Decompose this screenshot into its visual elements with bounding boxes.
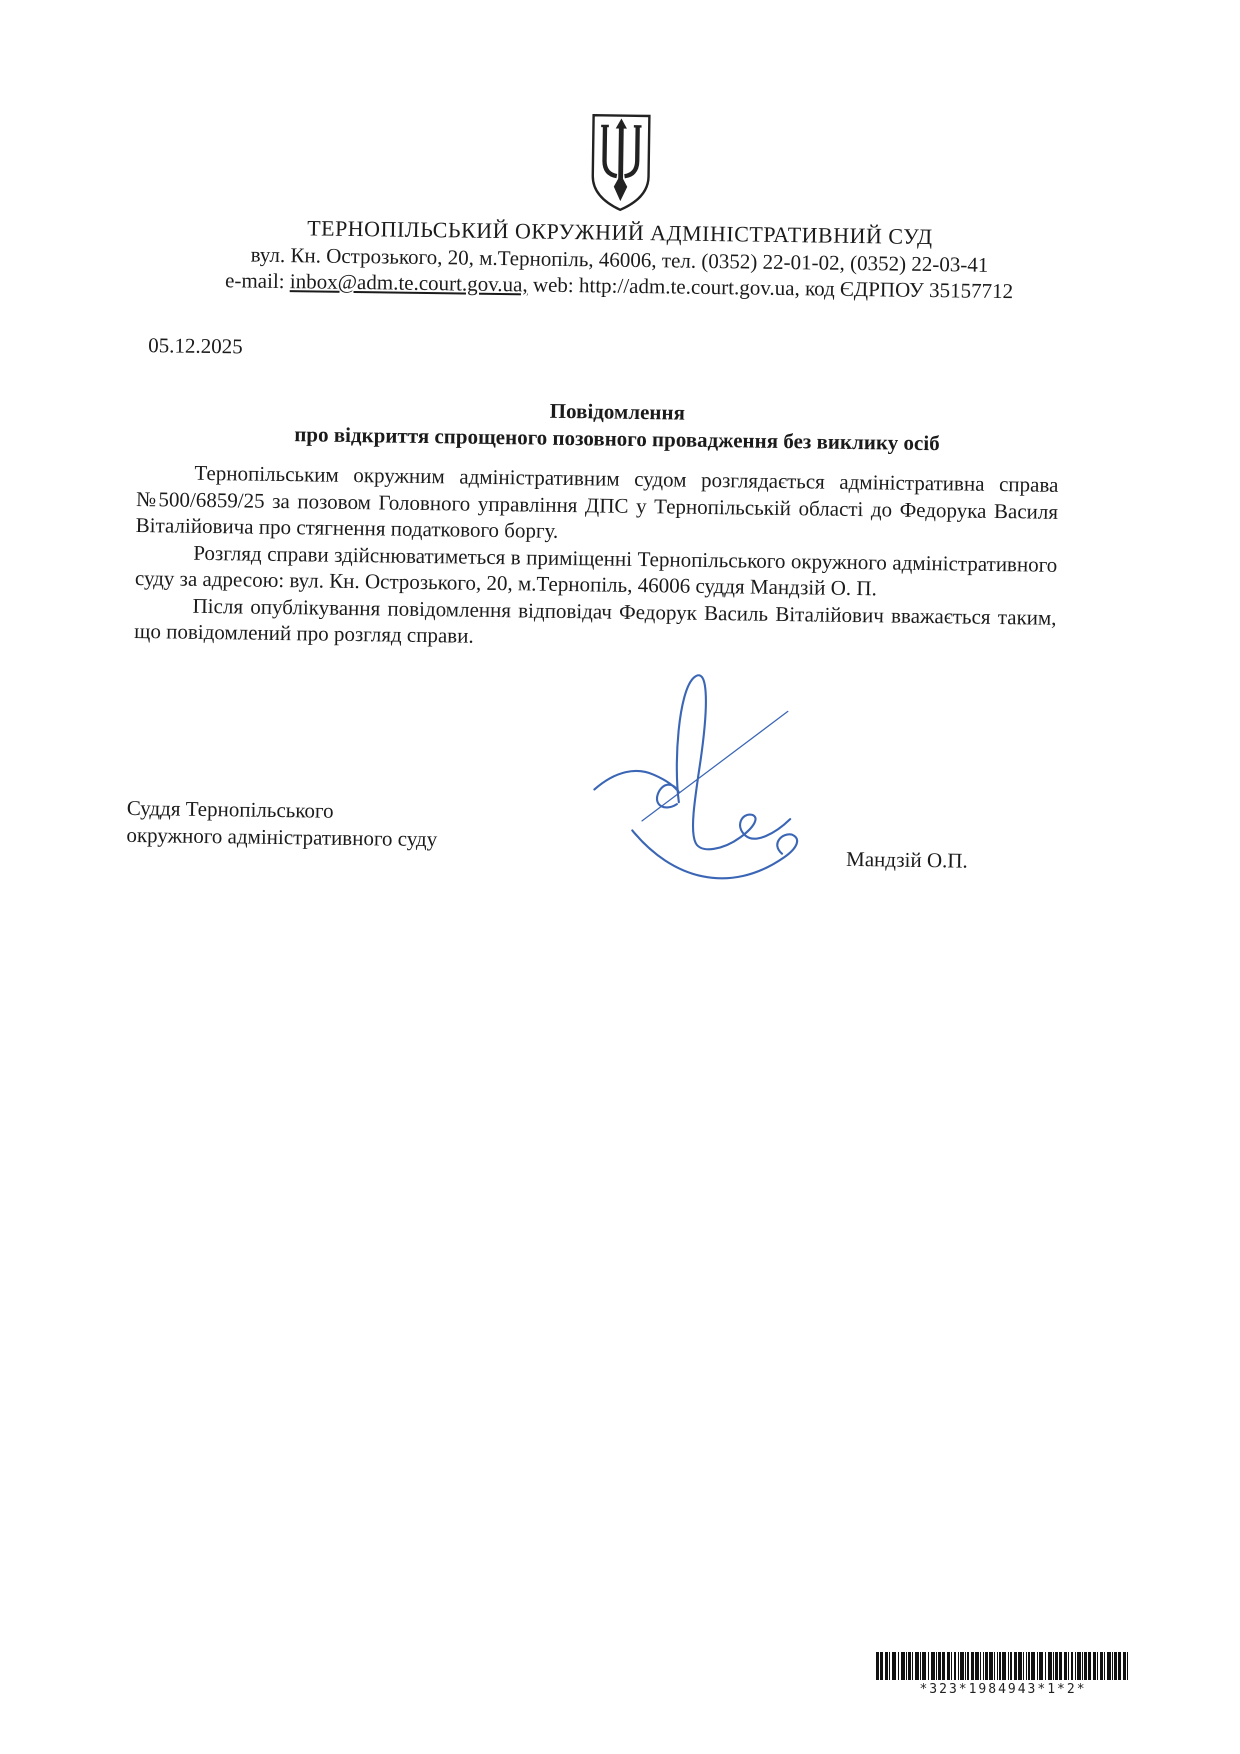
signature-block [124, 794, 1231, 989]
document-date: 05.12.2025 [148, 333, 243, 359]
barcode [845, 1652, 1161, 1680]
title-line-1: Повідомлення [549, 398, 686, 425]
barcode-block [845, 1652, 1161, 1697]
document-title [0, 390, 1237, 461]
court-name: ТЕРНОПІЛЬСЬКИЙ ОКРУЖНИЙ АДМІНІСТРАТИВНИЙ СУД [306, 215, 933, 250]
web-and-edrpou-code: web: http://adm.te.court.gov.ua, код ЄДРПОУ 35157712 [527, 272, 1014, 304]
email-address: inbox@adm.te.court.gov.ua, [289, 269, 528, 297]
judge-signature [580, 666, 823, 919]
title-line-2: про відкриття спрощеного позовного провадження без виклику осіб [294, 422, 940, 456]
barcode-caption: *323*1984943*1*2* [919, 1682, 1087, 1697]
court-address: вул. Кн. Острозького, 20, м.Тернопіль, 46006, тел. (0352) 22-01-02, (0352) 22-03-41 [250, 242, 989, 277]
paragraph-hearing-info: Розгляд справи здійснюватиметься в приміщенні Тернопільського окружного адміністративного суду за адресою: вул. Кн. Острозького, 20, м.Тернопіль, 46006 суддя Мандзій О. П. [134, 540, 1058, 601]
paragraph-case-info: Тернопільським окружним адміністративним судом розглядається адміністративна справа №500/6859/25 за позовом Головного управління ДПС у Тернопільській області до Федорука Василя Віталійовича про стягнення податкового боргу. [135, 460, 1059, 543]
judge-role [126, 794, 1232, 863]
email-label: e-mail: [224, 268, 291, 294]
judge-name: Мандзій О.П. [845, 846, 968, 873]
document-body [134, 459, 1059, 657]
judge-role-line-1: Суддя Тернопільського [126, 795, 334, 823]
ukraine-trident-emblem [587, 112, 654, 213]
letterhead [0, 104, 1240, 307]
paragraph-notification-info: Після опублікування повідомлення відповідач Федорук Василь Віталійович вважається таким, що повідомлений про розгляд справи. [134, 593, 1057, 648]
judge-role-line-2: окружного адміністративного суду [126, 822, 438, 851]
